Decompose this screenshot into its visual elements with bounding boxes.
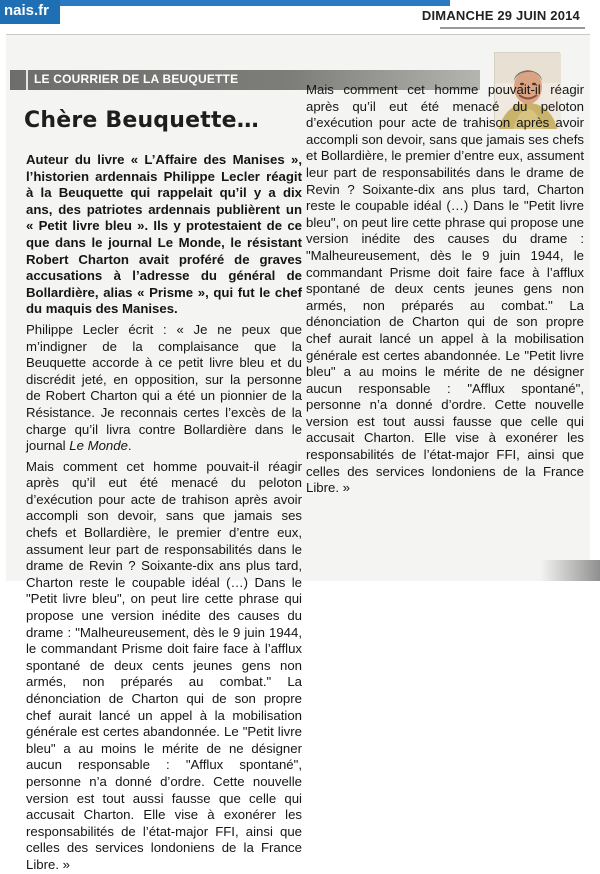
date-rule bbox=[440, 27, 585, 29]
article-column-left bbox=[26, 152, 302, 872]
article-paragraph-2-continued bbox=[306, 82, 584, 500]
article-paragraph-2: Mais comment cet homme pouvait-il réagir après qu’il eut été menacé du peloton d’exécution pour acte de trahison après avoir accompli son devoir, sans que jamais ses chefs et Bollardière, le premier d’entre eux, assument leur part de responsabilités dans le drame de Revin ? Soixante-dix ans plus tard, Charton reste le coupable idéal (…) Dans le "Petit livre bleu", on peut lire cette phrase qui propose une version inédite des causes du drame : "Malheureusement, dès le 9 juin 1944, le commandant Prisme doit faire face à l’afflux spontané de deux cents jeunes gens non armés, non préparés au combat." La dénonciation de Charton qui de son propre chef aurait lancé un appel à la mobilisation générale est certes abandonnée. Le "Petit livre bleu" a au moins le mérite de ne désigner aucun responsable : "Afflux spontané", personne n’a donné d’ordre. Cette nouvelle version est tout aussi fausse que celle qui accusait Charton. Elle vise à exonérer les responsabilités de l’état-major FFI, ainsi que celles des services londoniens de la France Libre. » bbox=[26, 458, 302, 872]
paragraph-1-end: . bbox=[127, 438, 132, 454]
site-name: nais.fr bbox=[4, 2, 50, 19]
site-tab bbox=[0, 0, 60, 24]
article-lead: Auteur du livre « L’Affaire des Manises », l’historien ardennais Philippe Lecler réagit à la Beuquette qui rappelait qu’il y a dix ans, des patriotes ardennais publièrent un « Petit livre bleu ». Ils y protestaient de ce que dans le journal Le Monde, le résistant Robert Charton avait proféré de graves accusations à l’adresse du général de Bollardière, alias « Prisme », qui fut le chef du maquis des Manises. bbox=[26, 152, 302, 317]
page-corner-shadow bbox=[540, 560, 600, 581]
newspaper-name: Le Monde bbox=[69, 438, 128, 454]
paragraph-2-continuation: Mais comment cet homme pouvait-il réagir après qu’il eut été menacé du peloton d’exécution pour acte de trahison après avoir accompli son devoir, sans que jamais ses chefs et Bollardière, le premier d’entre eux, assument leur part de responsabilités dans le drame de Revin ? Soixante-dix ans plus tard, Charton reste le coupable idéal (…) Dans le "Petit livre bleu", on peut lire cette phrase qui propose une version inédite des causes du drame : "Malheureusement, dès le 9 juin 1944, le commandant Prisme doit faire face à l’afflux spontané de deux cents jeunes gens non armés, non préparés au combat." La dénonciation de Charton qui de son propre chef aurait lancé un appel à la mobilisation générale est certes abandonnée. Le "Petit livre bleu" a au moins le mérite de ne désigner aucun responsable : "Afflux spontané", personne n’a donné d’ordre. Cette nouvelle version est tout aussi fausse que celle qui accusait Charton. Elle vise à exonérer les responsabilités de l’état-major FFI, ainsi que celles des services londoniens de la France Libre. » bbox=[306, 82, 584, 496]
paragraph-1-text: Philippe Lecler écrit : « Je ne peux que m’indigner de la complaisance que la Beuquette accorde à ce petit livre bleu et du discrédit jeté, en opposition, sur la personne de Robert Charton qui a été un pionnier de la Résistance. Je reconnais certes l’excès de la charge qu’il livra contre Bollardière dans le journal bbox=[26, 321, 302, 454]
article-column-right bbox=[306, 82, 584, 500]
header-blue-strip bbox=[60, 0, 450, 6]
article-paragraph-1 bbox=[26, 322, 302, 455]
rubric-accent bbox=[26, 70, 28, 90]
rubric-title: LE COURRIER DE LA BEUQUETTE bbox=[34, 72, 239, 86]
article-title: Chère Beuquette… bbox=[24, 108, 259, 133]
issue-date: DIMANCHE 29 JUIN 2014 bbox=[421, 8, 580, 23]
page-header bbox=[0, 0, 600, 30]
